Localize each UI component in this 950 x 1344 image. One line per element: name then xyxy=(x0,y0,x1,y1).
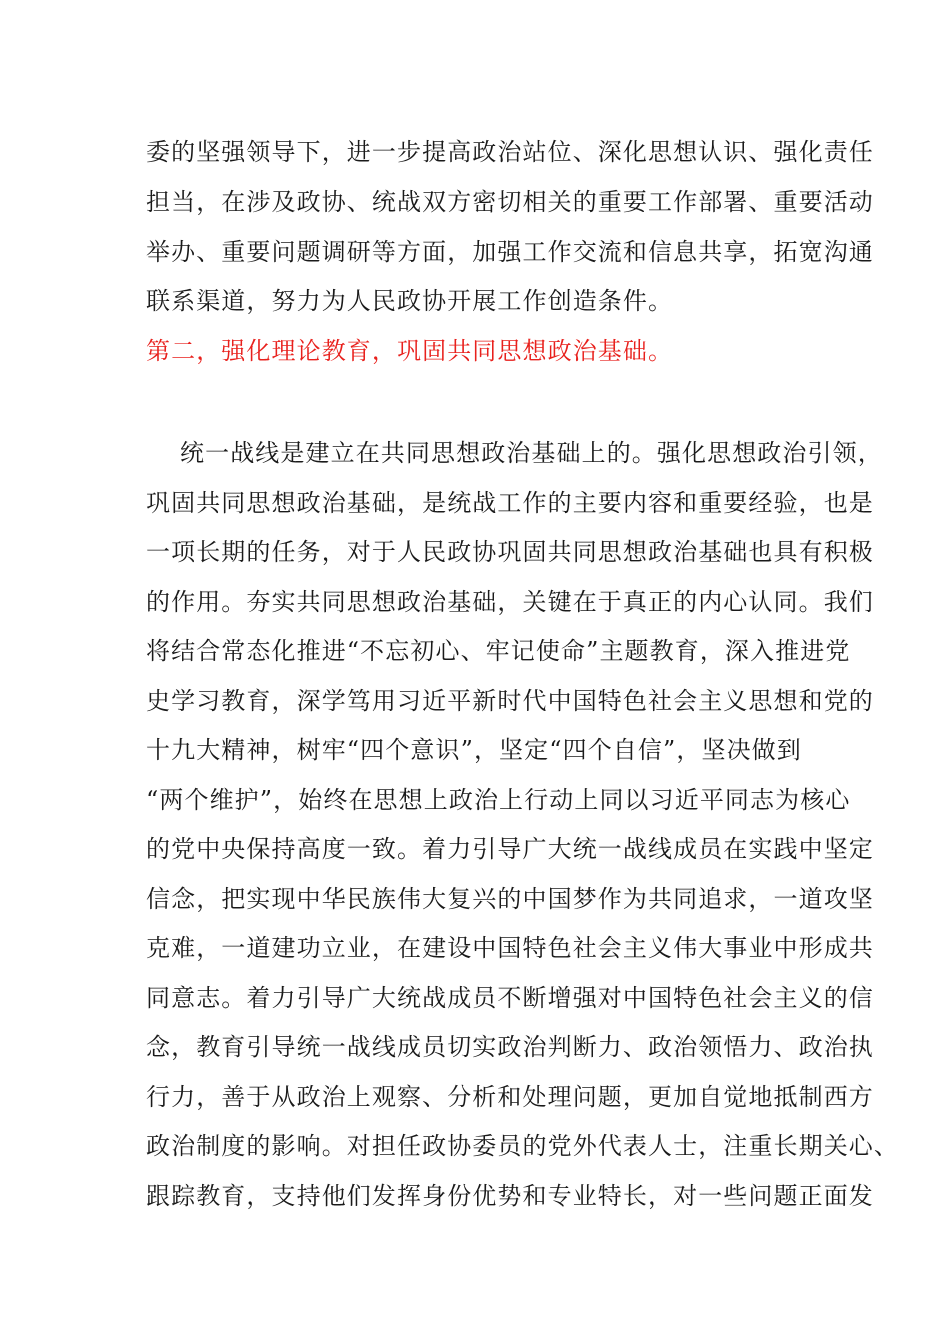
paragraph-2-line-3: 一项长期的任务，对于人民政协巩固共同思想政治基础也具有积极 xyxy=(146,538,874,566)
paragraph-2-line-9: 的党中央保持高度一致。着力引导广大统一战线成员在实践中坚定 xyxy=(146,835,874,863)
paragraph-2-line-14: 行力，善于从政治上观察、分析和处理问题，更加自觉地抵制西方 xyxy=(146,1083,874,1111)
paragraph-2-line-12: 同意志。着力引导广大统战成员不断增强对中国特色社会主义的信 xyxy=(146,984,874,1012)
paragraph-1-line-4: 联系渠道，努力为人民政协开展工作创造条件。 xyxy=(146,287,674,315)
paragraph-1-line-2: 担当，在涉及政协、统战双方密切相关的重要工作部署、重要活动 xyxy=(146,188,874,216)
paragraph-2-line-1: 统一战线是建立在共同思想政治基础上的。强化思想政治引领， xyxy=(180,439,883,467)
paragraph-2-line-8: “两个维护”，始终在思想上政治上行动上同以习近平同志为核心 xyxy=(146,786,851,814)
paragraph-2-line-2: 巩固共同思想政治基础，是统战工作的主要内容和重要经验，也是 xyxy=(146,489,874,517)
paragraph-2-line-5: 将结合常态化推进“不忘初心、牢记使命”主题教育，深入推进党 xyxy=(146,637,851,665)
paragraph-1-line-3: 举办、重要问题调研等方面，加强工作交流和信息共享，拓宽沟通 xyxy=(146,238,874,266)
paragraph-2-line-6: 史学习教育，深学笃用习近平新时代中国特色社会主义思想和党的 xyxy=(146,687,874,715)
paragraph-2-line-10: 信念，把实现中华民族伟大复兴的中国梦作为共同追求，一道攻坚 xyxy=(146,885,874,913)
paragraph-1-line-1: 委的坚强领导下，进一步提高政治站位、深化思想认识、强化责任 xyxy=(146,138,874,166)
section-heading: 第二，强化理论教育，巩固共同思想政治基础。 xyxy=(146,337,674,365)
paragraph-2-line-7: 十九大精神，树牢“四个意识”，坚定“四个自信”，坚决做到 xyxy=(146,736,802,764)
paragraph-2-line-4: 的作用。夯实共同思想政治基础，关键在于真正的内心认同。我们 xyxy=(146,588,874,616)
paragraph-2-line-15: 政治制度的影响。对担任政协委员的党外代表人士，注重长期关心、 xyxy=(146,1132,899,1160)
paragraph-2-line-13: 念，教育引导统一战线成员切实政治判断力、政治领悟力、政治执 xyxy=(146,1033,874,1061)
paragraph-2-line-16: 跟踪教育，支持他们发挥身份优势和专业特长，对一些问题正面发 xyxy=(146,1182,874,1210)
paragraph-2-line-11: 克难，一道建功立业，在建设中国特色社会主义伟大事业中形成共 xyxy=(146,934,874,962)
